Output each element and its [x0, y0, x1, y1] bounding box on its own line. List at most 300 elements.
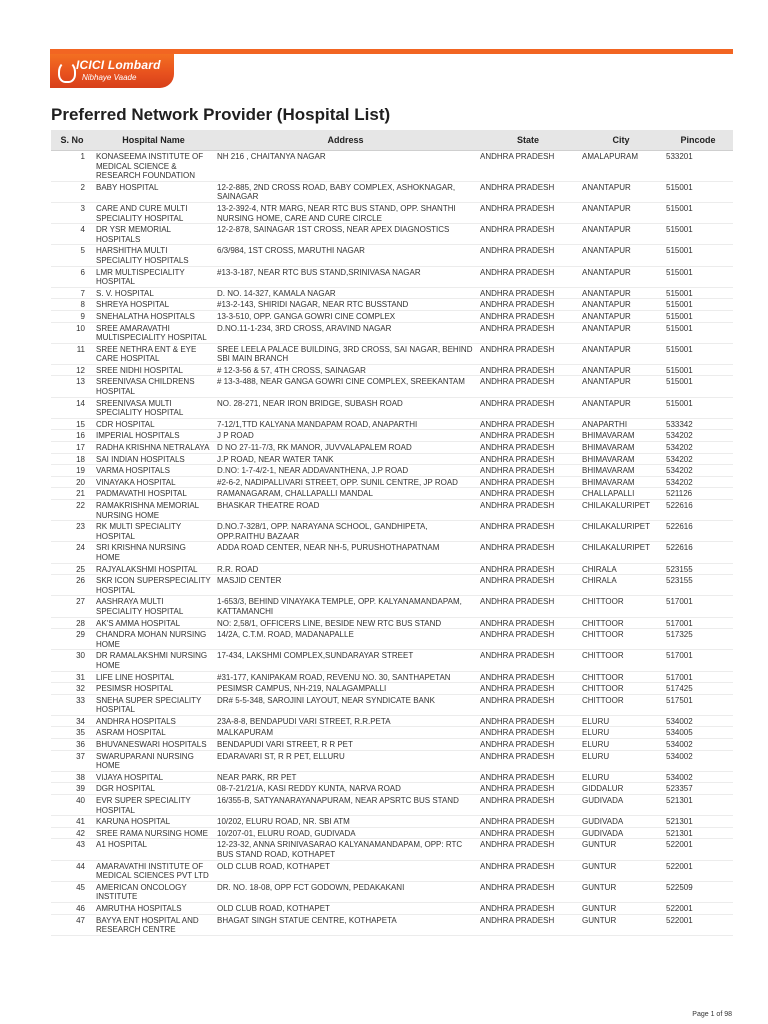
cell-address: DR. NO. 18-08, OPP FCT GODOWN, PEDAKAKANI — [214, 881, 477, 902]
cell-hospital-name: RADHA KRISHNA NETRALAYA — [93, 442, 214, 454]
table-row — [51, 860, 733, 881]
cell-sno: 14 — [51, 397, 93, 418]
cell-address: 17-434, LAKSHMI COMPLEX,SUNDARAYAR STREET — [214, 650, 477, 671]
cell-city: CHIRALA — [579, 563, 663, 575]
cell-hospital-name: CDR HOSPITAL — [93, 418, 214, 430]
cell-hospital-name: SNEHA SUPER SPECIALITY HOSPITAL — [93, 694, 214, 715]
table-row — [51, 902, 733, 914]
header-pincode: Pincode — [663, 130, 733, 151]
cell-city: ANANTAPUR — [579, 343, 663, 364]
cell-sno: 17 — [51, 442, 93, 454]
table-row — [51, 542, 733, 563]
cell-hospital-name: EVR SUPER SPECIALITY HOSPITAL — [93, 795, 214, 816]
cell-hospital-name: DGR HOSPITAL — [93, 783, 214, 795]
cell-address: D.NO: 1-7-4/2-1, NEAR ADDAVANTHENA, J.P ROAD — [214, 465, 477, 477]
brand-tagline: Nibhaye Vaade — [82, 73, 137, 82]
cell-pincode: 515001 — [663, 287, 733, 299]
cell-address: #13-2-143, SHIRIDI NAGAR, NEAR RTC BUSSTAND — [214, 299, 477, 311]
cell-state: ANDHRA PRADESH — [477, 671, 579, 683]
cell-pincode: 517501 — [663, 694, 733, 715]
cell-pincode: 521126 — [663, 488, 733, 500]
cell-address: J P ROAD — [214, 430, 477, 442]
header-state: State — [477, 130, 579, 151]
table-row — [51, 310, 733, 322]
cell-pincode: 534002 — [663, 739, 733, 751]
cell-city: GUNTUR — [579, 860, 663, 881]
cell-sno: 24 — [51, 542, 93, 563]
cell-address: # 13-3-488, NEAR GANGA GOWRI CINE COMPLEX, SREEKANTAM — [214, 376, 477, 397]
cell-state: ANDHRA PRADESH — [477, 453, 579, 465]
cell-sno: 46 — [51, 902, 93, 914]
cell-hospital-name: SAI INDIAN HOSPITALS — [93, 453, 214, 465]
cell-sno: 27 — [51, 596, 93, 617]
cell-city: ELURU — [579, 715, 663, 727]
cell-state: ANDHRA PRADESH — [477, 739, 579, 751]
cell-sno: 4 — [51, 224, 93, 245]
table-row — [51, 750, 733, 771]
cell-hospital-name: A1 HOSPITAL — [93, 839, 214, 860]
cell-hospital-name: HARSHITHA MULTI SPECIALITY HOSPITALS — [93, 245, 214, 266]
cell-state: ANDHRA PRADESH — [477, 376, 579, 397]
cell-pincode: 515001 — [663, 310, 733, 322]
cell-hospital-name: RAJYALAKSHMI HOSPITAL — [93, 563, 214, 575]
cell-state: ANDHRA PRADESH — [477, 322, 579, 343]
cell-address: 16/355-B, SATYANARAYANAPURAM, NEAR APSRTC BUS STAND — [214, 795, 477, 816]
cell-state: ANDHRA PRADESH — [477, 465, 579, 477]
cell-city: ANANTAPUR — [579, 364, 663, 376]
cell-state: ANDHRA PRADESH — [477, 750, 579, 771]
cell-city: ANANTAPUR — [579, 310, 663, 322]
cell-sno: 29 — [51, 629, 93, 650]
table-row — [51, 181, 733, 202]
brand-logo — [50, 54, 174, 88]
table-row — [51, 500, 733, 521]
cell-pincode: 517001 — [663, 596, 733, 617]
cell-state: ANDHRA PRADESH — [477, 488, 579, 500]
table-row — [51, 488, 733, 500]
cell-address: 7-12/1,TTD KALYANA MANDAPAM ROAD, ANAPARTHI — [214, 418, 477, 430]
cell-city: GUDIVADA — [579, 795, 663, 816]
cell-state: ANDHRA PRADESH — [477, 287, 579, 299]
cell-address: 12-2-885, 2ND CROSS ROAD, BABY COMPLEX, ASHOKNAGAR, SAINAGAR — [214, 181, 477, 202]
cell-hospital-name: AMRUTHA HOSPITALS — [93, 902, 214, 914]
cell-sno: 37 — [51, 750, 93, 771]
cell-pincode: 517001 — [663, 671, 733, 683]
cell-state: ANDHRA PRADESH — [477, 202, 579, 223]
cell-address: D NO 27-11-7/3, RK MANOR, JUVVALAPALEM ROAD — [214, 442, 477, 454]
cell-address: D.NO.11-1-234, 3RD CROSS, ARAVIND NAGAR — [214, 322, 477, 343]
table-row — [51, 683, 733, 695]
cell-city: CHITTOOR — [579, 671, 663, 683]
cell-sno: 38 — [51, 771, 93, 783]
cell-hospital-name: SREE NETHRA ENT & EYE CARE HOSPITAL — [93, 343, 214, 364]
cell-sno: 40 — [51, 795, 93, 816]
cell-address: #2-6-2, NADIPALLIVARI STREET, OPP. SUNIL CENTRE, JP ROAD — [214, 476, 477, 488]
cell-hospital-name: SREENIVASA MULTI SPECIALITY HOSPITAL — [93, 397, 214, 418]
table-row — [51, 465, 733, 477]
cell-sno: 21 — [51, 488, 93, 500]
cell-pincode: 522001 — [663, 902, 733, 914]
table-row — [51, 476, 733, 488]
table-row — [51, 694, 733, 715]
cell-city: GUNTUR — [579, 902, 663, 914]
cell-city: GUDIVADA — [579, 827, 663, 839]
cell-city: AMALAPURAM — [579, 151, 663, 182]
cell-sno: 39 — [51, 783, 93, 795]
cell-hospital-name: AASHRAYA MULTI SPECIALITY HOSPITAL — [93, 596, 214, 617]
cell-sno: 41 — [51, 816, 93, 828]
cell-hospital-name: RAMAKRISHNA MEMORIAL NURSING HOME — [93, 500, 214, 521]
cell-pincode: 515001 — [663, 299, 733, 311]
table-row — [51, 739, 733, 751]
cell-city: BHIMAVARAM — [579, 465, 663, 477]
table-row — [51, 364, 733, 376]
cell-pincode: 515001 — [663, 266, 733, 287]
cell-state: ANDHRA PRADESH — [477, 629, 579, 650]
cell-address: 12-23-32, ANNA SRINIVASARAO KALYANAMANDAPAM, OPP: RTC BUS STAND ROAD, KOTHAPET — [214, 839, 477, 860]
cell-hospital-name: SRI KRISHNA NURSING HOME — [93, 542, 214, 563]
table-row — [51, 563, 733, 575]
cell-hospital-name: CARE AND CURE MULTI SPECIALITY HOSPITAL — [93, 202, 214, 223]
table-row — [51, 596, 733, 617]
cell-city: ELURU — [579, 750, 663, 771]
table-row — [51, 397, 733, 418]
cell-address: PESIMSR CAMPUS, NH-219, NALAGAMPALLI — [214, 683, 477, 695]
table-row — [51, 343, 733, 364]
cell-state: ANDHRA PRADESH — [477, 364, 579, 376]
cell-city: GUDIVADA — [579, 816, 663, 828]
cell-sno: 33 — [51, 694, 93, 715]
cell-pincode: 515001 — [663, 322, 733, 343]
cell-sno: 15 — [51, 418, 93, 430]
table-row — [51, 245, 733, 266]
cell-city: ANANTAPUR — [579, 266, 663, 287]
cell-sno: 20 — [51, 476, 93, 488]
cell-city: CHILAKALURIPET — [579, 542, 663, 563]
cell-sno: 23 — [51, 521, 93, 542]
cell-hospital-name: AMARAVATHI INSTITUTE OF MEDICAL SCIENCES PVT LTD — [93, 860, 214, 881]
cell-state: ANDHRA PRADESH — [477, 914, 579, 935]
cell-state: ANDHRA PRADESH — [477, 310, 579, 322]
cell-hospital-name: DR RAMALAKSHMI NURSING HOME — [93, 650, 214, 671]
table-header-row — [51, 130, 733, 151]
cell-address: MASJID CENTER — [214, 575, 477, 596]
cell-address: D.NO.7-328/1, OPP. NARAYANA SCHOOL, GANDHIPETA, OPP.RAITHU BAZAAR — [214, 521, 477, 542]
cell-address: 12-2-878, SAINAGAR 1ST CROSS, NEAR APEX DIAGNOSTICS — [214, 224, 477, 245]
cell-address: J.P ROAD, NEAR WATER TANK — [214, 453, 477, 465]
cell-city: ANANTAPUR — [579, 299, 663, 311]
table-row — [51, 671, 733, 683]
cell-city: ELURU — [579, 739, 663, 751]
table-row — [51, 442, 733, 454]
cell-state: ANDHRA PRADESH — [477, 727, 579, 739]
cell-sno: 35 — [51, 727, 93, 739]
cell-hospital-name: AMERICAN ONCOLOGY INSTITUTE — [93, 881, 214, 902]
cell-address: 6/3/984, 1ST CROSS, MARUTHI NAGAR — [214, 245, 477, 266]
cell-city: GUNTUR — [579, 839, 663, 860]
table-row — [51, 521, 733, 542]
cell-city: CHALLAPALLI — [579, 488, 663, 500]
cell-city: ELURU — [579, 727, 663, 739]
cell-address: BHASKAR THEATRE ROAD — [214, 500, 477, 521]
cell-state: ANDHRA PRADESH — [477, 839, 579, 860]
cell-address: 13-2-392-4, NTR MARG, NEAR RTC BUS STAND, OPP. SHANTHI NURSING HOME, CARE AND CURE CIRCLE — [214, 202, 477, 223]
cell-state: ANDHRA PRADESH — [477, 430, 579, 442]
cell-sno: 12 — [51, 364, 93, 376]
cell-sno: 32 — [51, 683, 93, 695]
cell-address: 23A-8-8, BENDAPUDI VARI STREET, R.R.PETA — [214, 715, 477, 727]
cell-pincode: 517001 — [663, 617, 733, 629]
cell-pincode: 534002 — [663, 715, 733, 727]
cell-city: ANANTAPUR — [579, 322, 663, 343]
cell-sno: 13 — [51, 376, 93, 397]
cell-pincode: 515001 — [663, 364, 733, 376]
cell-sno: 28 — [51, 617, 93, 629]
cell-hospital-name: DR YSR MEMORIAL HOSPITALS — [93, 224, 214, 245]
header-address: Address — [214, 130, 477, 151]
table-row — [51, 299, 733, 311]
cell-city: BHIMAVARAM — [579, 430, 663, 442]
cell-hospital-name: VIJAYA HOSPITAL — [93, 771, 214, 783]
cell-address: 10/207-01, ELURU ROAD, GUDIVADA — [214, 827, 477, 839]
cell-address: RAMANAGARAM, CHALLAPALLI MANDAL — [214, 488, 477, 500]
cell-state: ANDHRA PRADESH — [477, 343, 579, 364]
cell-pincode: 523155 — [663, 563, 733, 575]
cell-sno: 36 — [51, 739, 93, 751]
table-row — [51, 715, 733, 727]
cell-sno: 26 — [51, 575, 93, 596]
cell-hospital-name: SREE NIDHI HOSPITAL — [93, 364, 214, 376]
table-row — [51, 376, 733, 397]
cell-pincode: 522616 — [663, 500, 733, 521]
table-row — [51, 650, 733, 671]
cell-city: GIDDALUR — [579, 783, 663, 795]
cell-state: ANDHRA PRADESH — [477, 266, 579, 287]
cell-address: SREE LEELA PALACE BUILDING, 3RD CROSS, SAI NAGAR, BEHIND SBI MAIN BRANCH — [214, 343, 477, 364]
table-row — [51, 430, 733, 442]
cell-hospital-name: KARUNA HOSPITAL — [93, 816, 214, 828]
cell-city: CHILAKALURIPET — [579, 500, 663, 521]
cell-state: ANDHRA PRADESH — [477, 563, 579, 575]
cell-city: ANANTAPUR — [579, 202, 663, 223]
cell-sno: 2 — [51, 181, 93, 202]
cell-state: ANDHRA PRADESH — [477, 783, 579, 795]
cell-city: CHITTOOR — [579, 683, 663, 695]
cell-sno: 7 — [51, 287, 93, 299]
cell-pincode: 534002 — [663, 750, 733, 771]
table-row — [51, 151, 733, 182]
cell-pincode: 534002 — [663, 771, 733, 783]
cell-state: ANDHRA PRADESH — [477, 902, 579, 914]
cell-city: ANAPARTHI — [579, 418, 663, 430]
cell-address: OLD CLUB ROAD, KOTHAPET — [214, 902, 477, 914]
cell-pincode: 533201 — [663, 151, 733, 182]
cell-pincode: 517001 — [663, 650, 733, 671]
cell-city: BHIMAVARAM — [579, 453, 663, 465]
cell-city: CHITTOOR — [579, 617, 663, 629]
cell-city: ANANTAPUR — [579, 376, 663, 397]
cell-state: ANDHRA PRADESH — [477, 245, 579, 266]
table-row — [51, 629, 733, 650]
cell-state: ANDHRA PRADESH — [477, 694, 579, 715]
cell-state: ANDHRA PRADESH — [477, 500, 579, 521]
cell-pincode: 515001 — [663, 224, 733, 245]
cell-pincode: 534202 — [663, 430, 733, 442]
cell-pincode: 522001 — [663, 860, 733, 881]
cell-address: # 12-3-56 & 57, 4TH CROSS, SAINAGAR — [214, 364, 477, 376]
cell-hospital-name: BAYYA ENT HOSPITAL AND RESEARCH CENTRE — [93, 914, 214, 935]
cell-state: ANDHRA PRADESH — [477, 816, 579, 828]
table-row — [51, 575, 733, 596]
cell-hospital-name: ASRAM HOSPITAL — [93, 727, 214, 739]
cell-pincode: 522509 — [663, 881, 733, 902]
header-sno: S. No — [51, 130, 93, 151]
cell-state: ANDHRA PRADESH — [477, 827, 579, 839]
cell-address: NEAR PARK, RR PET — [214, 771, 477, 783]
cell-address: D. NO. 14-327, KAMALA NAGAR — [214, 287, 477, 299]
cell-hospital-name: SKR ICON SUPERSPECIALITY HOSPITAL — [93, 575, 214, 596]
cell-sno: 47 — [51, 914, 93, 935]
table-row — [51, 453, 733, 465]
cell-state: ANDHRA PRADESH — [477, 397, 579, 418]
cell-pincode: 517325 — [663, 629, 733, 650]
cell-city: BHIMAVARAM — [579, 442, 663, 454]
cell-pincode: 534005 — [663, 727, 733, 739]
cell-pincode: 515001 — [663, 181, 733, 202]
cell-hospital-name: SHREYA HOSPITAL — [93, 299, 214, 311]
cell-pincode: 521301 — [663, 795, 733, 816]
cell-pincode: 533342 — [663, 418, 733, 430]
header-city: City — [579, 130, 663, 151]
cell-address: EDARAVARI ST, R R PET, ELLURU — [214, 750, 477, 771]
cell-pincode: 517425 — [663, 683, 733, 695]
cell-city: BHIMAVARAM — [579, 476, 663, 488]
cell-pincode: 515001 — [663, 245, 733, 266]
cell-pincode: 515001 — [663, 202, 733, 223]
cell-hospital-name: SREENIVASA CHILDRENS HOSPITAL — [93, 376, 214, 397]
cell-address: NO: 2,58/1, OFFICERS LINE, BESIDE NEW RTC BUS STAND — [214, 617, 477, 629]
table-row — [51, 839, 733, 860]
cell-city: CHITTOOR — [579, 650, 663, 671]
cell-address: MALKAPURAM — [214, 727, 477, 739]
cell-hospital-name: VINAYAKA HOSPITAL — [93, 476, 214, 488]
page-title: Preferred Network Provider (Hospital List) — [51, 105, 391, 124]
cell-state: ANDHRA PRADESH — [477, 683, 579, 695]
table-row — [51, 771, 733, 783]
cell-city: ANANTAPUR — [579, 287, 663, 299]
cell-sno: 9 — [51, 310, 93, 322]
cell-sno: 11 — [51, 343, 93, 364]
cell-hospital-name: SWARUPARANI NURSING HOME — [93, 750, 214, 771]
table-header — [51, 130, 733, 151]
cell-city: GUNTUR — [579, 914, 663, 935]
brand-name: ICICI Lombard — [76, 58, 161, 72]
cell-city: ANANTAPUR — [579, 245, 663, 266]
cell-pincode: 521301 — [663, 827, 733, 839]
cell-address: 14/2A, C.T.M. ROAD, MADANAPALLE — [214, 629, 477, 650]
cell-state: ANDHRA PRADESH — [477, 521, 579, 542]
cell-address: #31-177, KANIPAKAM ROAD, REVENU NO. 30, SANTHAPETAN — [214, 671, 477, 683]
cell-hospital-name: PESIMSR HOSPITAL — [93, 683, 214, 695]
cell-hospital-name: KONASEEMA INSTITUTE OF MEDICAL SCIENCE & RESEARCH FOUNDATION — [93, 151, 214, 182]
cell-sno: 22 — [51, 500, 93, 521]
cell-sno: 45 — [51, 881, 93, 902]
table-row — [51, 914, 733, 935]
cell-state: ANDHRA PRADESH — [477, 542, 579, 563]
cell-city: CHITTOOR — [579, 596, 663, 617]
cell-pincode: 515001 — [663, 376, 733, 397]
cell-pincode: 534202 — [663, 453, 733, 465]
cell-address: 10/202, ELURU ROAD, NR. SBI ATM — [214, 816, 477, 828]
cell-address: NO. 28-271, NEAR IRON BRIDGE, SUBASH ROAD — [214, 397, 477, 418]
cell-state: ANDHRA PRADESH — [477, 715, 579, 727]
table-row — [51, 816, 733, 828]
cell-hospital-name: BHUVANESWARI HOSPITALS — [93, 739, 214, 751]
cell-city: ANANTAPUR — [579, 397, 663, 418]
cell-hospital-name: SREE RAMA NURSING HOME — [93, 827, 214, 839]
cell-state: ANDHRA PRADESH — [477, 418, 579, 430]
cell-state: ANDHRA PRADESH — [477, 476, 579, 488]
cell-city: ANANTAPUR — [579, 224, 663, 245]
cell-address: NH 216 , CHAITANYA NAGAR — [214, 151, 477, 182]
table-row — [51, 287, 733, 299]
cell-pincode: 522001 — [663, 914, 733, 935]
table-body — [51, 151, 733, 936]
cell-state: ANDHRA PRADESH — [477, 442, 579, 454]
cell-pincode: 523155 — [663, 575, 733, 596]
table-row — [51, 827, 733, 839]
cell-sno: 30 — [51, 650, 93, 671]
cell-sno: 19 — [51, 465, 93, 477]
cell-hospital-name: VARMA HOSPITALS — [93, 465, 214, 477]
cell-sno: 3 — [51, 202, 93, 223]
cell-pincode: 523357 — [663, 783, 733, 795]
cell-hospital-name: S. V. HOSPITAL — [93, 287, 214, 299]
cell-address: BENDAPUDI VARI STREET, R R PET — [214, 739, 477, 751]
header-hospital-name: Hospital Name — [93, 130, 214, 151]
cell-hospital-name: BABY HOSPITAL — [93, 181, 214, 202]
cell-state: ANDHRA PRADESH — [477, 224, 579, 245]
table-row — [51, 795, 733, 816]
cell-state: ANDHRA PRADESH — [477, 650, 579, 671]
cell-state: ANDHRA PRADESH — [477, 299, 579, 311]
cell-hospital-name: LMR MULTISPECIALITY HOSPITAL — [93, 266, 214, 287]
cell-sno: 5 — [51, 245, 93, 266]
cell-hospital-name: LIFE LINE HOSPITAL — [93, 671, 214, 683]
cell-state: ANDHRA PRADESH — [477, 881, 579, 902]
cell-hospital-name: ANDHRA HOSPITALS — [93, 715, 214, 727]
cell-sno: 42 — [51, 827, 93, 839]
cell-sno: 6 — [51, 266, 93, 287]
cell-address: 13-3-510, OPP. GANGA GOWRI CINE COMPLEX — [214, 310, 477, 322]
cell-state: ANDHRA PRADESH — [477, 151, 579, 182]
cell-city: ANANTAPUR — [579, 181, 663, 202]
table-row — [51, 418, 733, 430]
cell-address: R.R. ROAD — [214, 563, 477, 575]
cell-address: 1-653/3, BEHIND VINAYAKA TEMPLE, OPP. KALYANAMANDAPAM, KATTAMANCHI — [214, 596, 477, 617]
cell-hospital-name: PADMAVATHI HOSPITAL — [93, 488, 214, 500]
table-row — [51, 322, 733, 343]
cell-hospital-name: SNEHALATHA HOSPITALS — [93, 310, 214, 322]
table-row — [51, 202, 733, 223]
cell-sno: 43 — [51, 839, 93, 860]
cell-address: BHAGAT SINGH STATUE CENTRE, KOTHAPETA — [214, 914, 477, 935]
cell-state: ANDHRA PRADESH — [477, 596, 579, 617]
cell-state: ANDHRA PRADESH — [477, 617, 579, 629]
cell-sno: 25 — [51, 563, 93, 575]
cell-city: CHITTOOR — [579, 629, 663, 650]
cell-pincode: 522616 — [663, 542, 733, 563]
